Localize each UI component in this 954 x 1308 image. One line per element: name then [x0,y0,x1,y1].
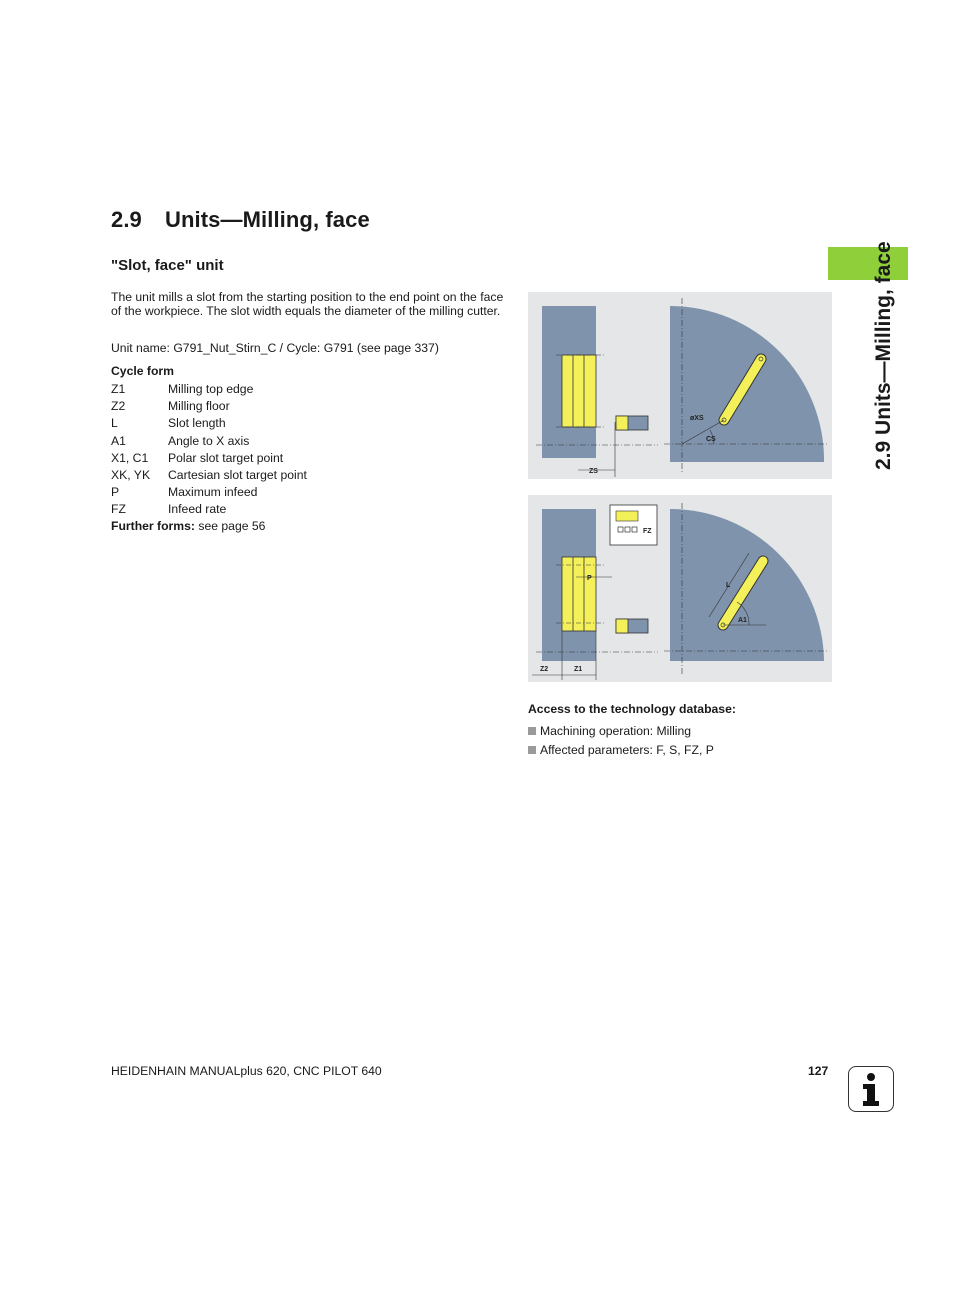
chapter-tab [828,247,908,280]
further-forms-link[interactable]: see page 56 [194,519,266,533]
section-title [111,207,370,233]
list-item [528,724,714,743]
tech-db-list [528,724,714,762]
page-number: 127 [808,1064,829,1078]
param-key: A1 [111,433,126,448]
tool-holder-icon [616,416,648,430]
param-desc: Milling top edge [168,382,254,396]
param-row [111,501,307,518]
cs-label: CS [706,436,716,443]
param-key: Z1 [111,382,126,396]
param-row [111,398,307,415]
unit-name: Unit name: G791_Nut_Stirn_C / Cycle: G791 (see page 337) [111,341,439,355]
param-row [111,381,307,398]
param-row [111,484,307,501]
bullet-square-icon [528,727,536,735]
cycle-form-list [111,381,307,519]
param-key: FZ [111,502,126,517]
param-row [111,450,307,467]
param-key: Z2 [111,399,126,414]
milling-cutter [562,557,596,631]
subsection-title: "Slot, face" unit [111,257,224,274]
param-desc: Cartesian slot target point [168,467,307,482]
param-key: P [111,485,120,500]
param-desc: Milling floor [168,399,230,414]
section-number: 2.9 [111,207,142,232]
param-key: L [111,416,118,431]
section-title-text: Units—Milling, face [165,207,370,232]
p-label: P [587,575,592,582]
footer-text: HEIDENHAIN MANUALplus 620, CNC PILOT 640 [111,1064,382,1078]
param-row [111,433,307,450]
list-item-text: Affected parameters: F, S, FZ, P [540,743,714,757]
param-key: X1, C1 [111,450,149,465]
further-forms [111,519,265,533]
a1-label: A1 [738,617,747,624]
zs-label: ZS [589,468,598,475]
chapter-tab-label: 2.9 Units—Milling, face [872,241,895,470]
list-item [528,743,714,762]
param-desc: Slot length [168,416,226,431]
param-desc: Infeed rate [168,502,227,517]
param-key: XK, YK [111,467,151,482]
feed-rate-box-icon [610,505,657,545]
figure-slot-parameters [528,495,832,682]
further-forms-label: Further forms: [111,519,195,533]
bullet-square-icon [528,746,536,754]
z2-label: Z2 [540,666,549,673]
param-row [111,415,307,432]
list-item-text: Machining operation: Milling [540,724,692,738]
z1-label: Z1 [574,666,583,673]
intro-paragraph: The unit mills a slot from the starting position to the end point on the face of the workpiece. The slot width equals the diameter of the milling cutter. [111,290,504,319]
param-desc: Polar slot target point [168,450,284,465]
param-desc: Angle to X axis [168,433,250,448]
fz-label: FZ [643,528,652,535]
info-icon[interactable] [848,1066,894,1112]
figure-start-position [528,292,832,479]
param-row [111,467,307,484]
milling-cutter [562,355,596,427]
l-label: L [726,582,731,589]
xs-label: øXS [690,415,704,422]
param-desc: Maximum infeed [168,485,258,500]
tool-holder-icon [616,619,648,633]
cycle-form-title: Cycle form [111,364,174,378]
tech-db-title: Access to the technology database: [528,702,736,716]
